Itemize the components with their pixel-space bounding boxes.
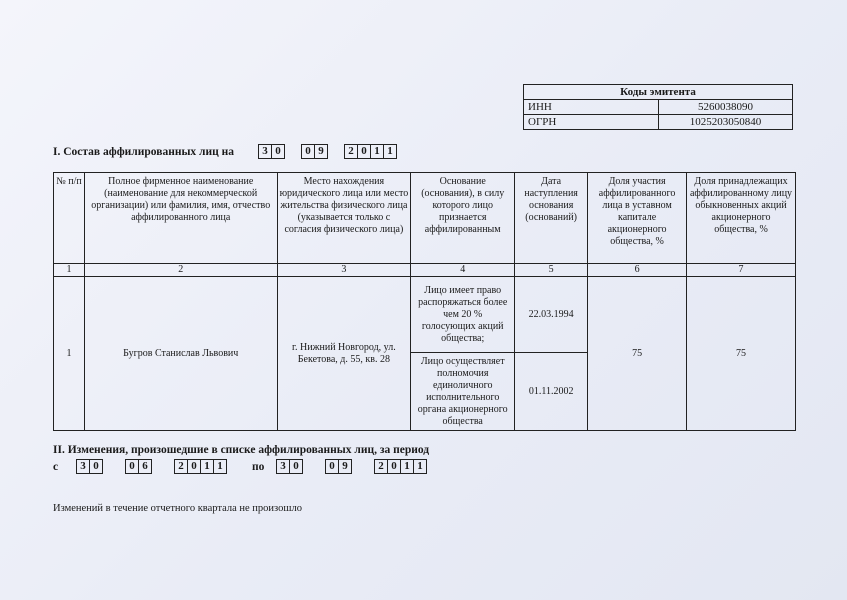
digit-box: 6: [138, 459, 152, 474]
digit-box: 3: [258, 144, 272, 159]
digit-box: 0: [271, 144, 285, 159]
digit-box: 0: [89, 459, 103, 474]
date-day: [76, 459, 103, 474]
digit-box: 9: [314, 144, 328, 159]
date-day: [258, 144, 285, 159]
period-to-date: [276, 459, 427, 474]
row-basis-2: Лицо осуществляет полномочия единоличного исполнительного органа акционерного общества: [411, 353, 515, 431]
header-date: Дата наступления основания (оснований): [515, 173, 588, 264]
digit-box: 0: [387, 459, 401, 474]
codes-row-inn: [524, 100, 793, 115]
column-number: 3: [277, 264, 411, 277]
period-from-label: с: [53, 461, 59, 473]
row-date-2: 01.11.2002: [515, 353, 588, 431]
period-to-label: по: [252, 461, 265, 473]
digit-box: 1: [213, 459, 227, 474]
digit-box: 3: [76, 459, 90, 474]
date-year: [344, 144, 397, 159]
column-number: 4: [411, 264, 515, 277]
inn-label: ИНН: [524, 100, 659, 115]
affiliated-persons-table: [53, 172, 796, 431]
column-number: 7: [687, 264, 796, 277]
header-name: Полное фирменное наименование (наименование для некоммерческой организации) или фамилия, имя, отчество аффилированного лица: [84, 173, 277, 264]
column-number: 6: [588, 264, 687, 277]
header-location: Место нахождения юридического лица или место жительства физического лица (указывается только с согласия физического лица): [277, 173, 411, 264]
digit-box: 2: [344, 144, 358, 159]
date-month: [125, 459, 152, 474]
column-number: 2: [84, 264, 277, 277]
digit-box: 2: [174, 459, 188, 474]
date-month: [325, 459, 352, 474]
column-number: 5: [515, 264, 588, 277]
digit-box: 1: [383, 144, 397, 159]
digit-box: 2: [374, 459, 388, 474]
digit-box: 9: [338, 459, 352, 474]
digit-box: 1: [200, 459, 214, 474]
ogrn-label: ОГРН: [524, 115, 659, 130]
date-year: [174, 459, 227, 474]
digit-box: 0: [325, 459, 339, 474]
column-number: 1: [54, 264, 85, 277]
date-month: [301, 144, 328, 159]
digit-box: 0: [289, 459, 303, 474]
row-name: Бугров Станислав Львович: [84, 277, 277, 431]
codes-row-ogrn: [524, 115, 793, 130]
row-basis-1: Лицо имеет право распоряжаться более чем 20 % голосующих акций общества;: [411, 277, 515, 353]
digit-box: 3: [276, 459, 290, 474]
header-basis: Основание (основания), в силу которого лицо признается аффилированным: [411, 173, 515, 264]
digit-box: 0: [125, 459, 139, 474]
header-share-capital: Доля участия аффилированного лица в уставном капитале акционерного общества, %: [588, 173, 687, 264]
table-header-row: [54, 173, 796, 264]
digit-box: 0: [357, 144, 371, 159]
issuer-codes-title: Коды эмитента: [524, 85, 793, 100]
header-num: № п/п: [54, 173, 85, 264]
section2-title: II. Изменения, произошедшие в списке аффилированных лиц, за период: [53, 444, 430, 456]
ogrn-value: 1025203050840: [659, 115, 793, 130]
section1-date: [258, 144, 413, 159]
issuer-codes-table: [523, 84, 793, 130]
row-location: г. Нижний Новгород, ул. Бекетова, д. 55, кв. 28: [277, 277, 411, 431]
digit-box: 0: [301, 144, 315, 159]
date-year: [374, 459, 427, 474]
digit-box: 1: [400, 459, 414, 474]
column-number-row: [54, 264, 796, 277]
table-row: [54, 277, 796, 353]
digit-box: 1: [413, 459, 427, 474]
header-share-stock: Доля принадлежащих аффилированному лицу обыкновенных акций акционерного общества, %: [687, 173, 796, 264]
inn-value: 5260038090: [659, 100, 793, 115]
row-date-1: 22.03.1994: [515, 277, 588, 353]
no-changes-note: Изменений в течение отчетного квартала не произошло: [53, 503, 302, 514]
row-share-capital: 75: [588, 277, 687, 431]
section1-title: I. Состав аффилированных лиц на: [53, 146, 235, 158]
row-num: 1: [54, 277, 85, 431]
digit-box: 0: [187, 459, 201, 474]
date-day: [276, 459, 303, 474]
row-share-stock: 75: [687, 277, 796, 431]
period-from-date: [76, 459, 227, 474]
digit-box: 1: [370, 144, 384, 159]
